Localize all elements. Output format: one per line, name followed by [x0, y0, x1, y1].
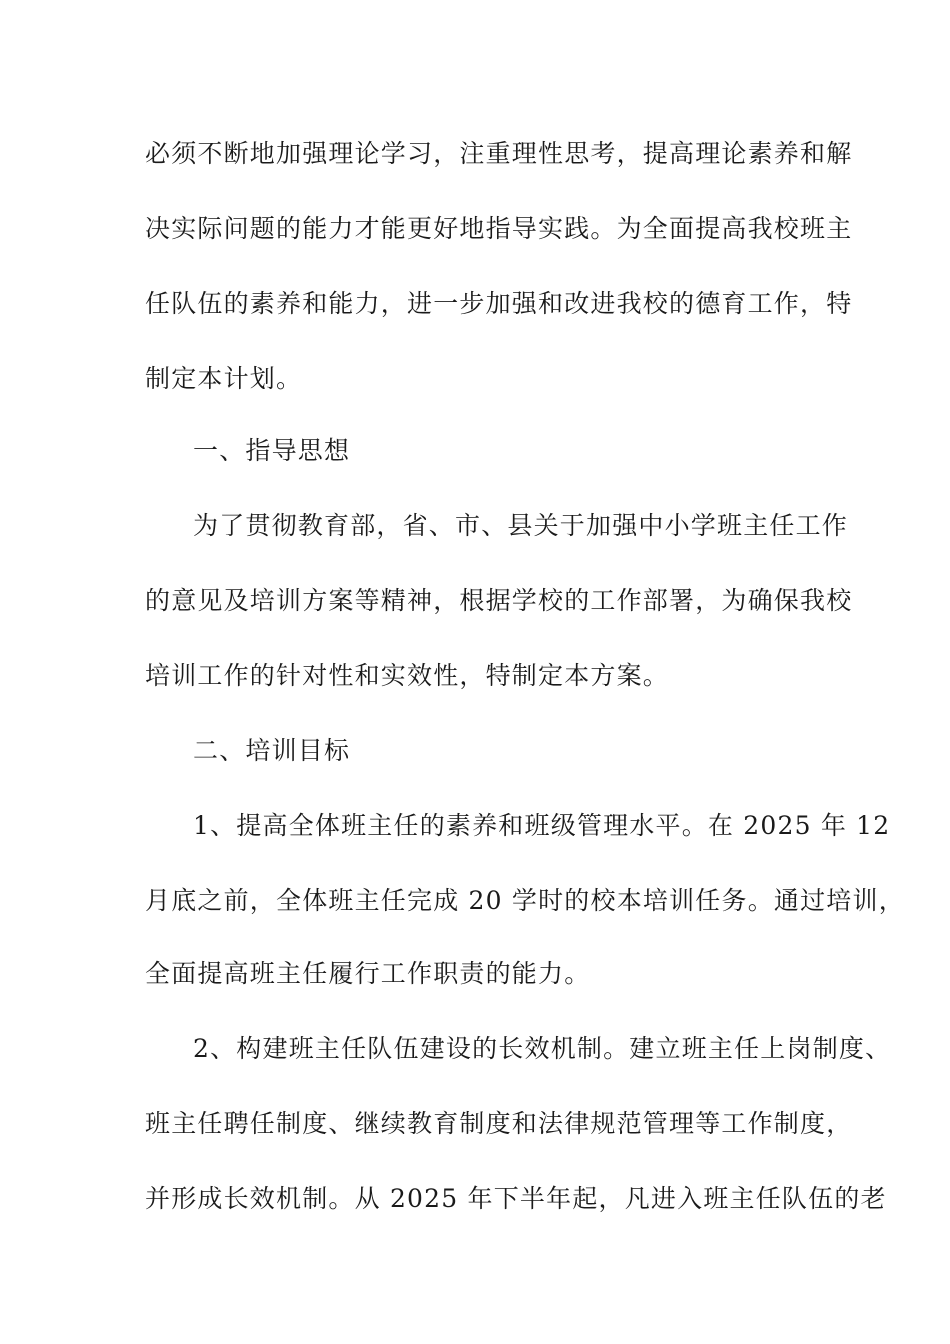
paragraph-line: 制定本计划。 [145, 364, 303, 393]
section-heading-guiding-ideology: 一、指导思想 [193, 436, 351, 465]
paragraph-line: 2、构建班主任队伍建设的长效机制。建立班主任上岗制度、 [193, 1034, 892, 1063]
paragraph-line: 任队伍的素养和能力，进一步加强和改进我校的德育工作，特 [145, 289, 853, 318]
paragraph-line: 月底之前，全体班主任完成 20 学时的校本培训任务。通过培训， [145, 886, 905, 915]
section-heading-training-goals: 二、培训目标 [193, 736, 351, 765]
paragraph-line: 班主任聘任制度、继续教育制度和法律规范管理等工作制度， [145, 1109, 853, 1138]
paragraph-line: 为了贯彻教育部，省、市、县关于加强中小学班主任工作 [193, 511, 849, 540]
paragraph-line: 并形成长效机制。从 2025 年下半年起，凡进入班主任队伍的老 [145, 1184, 887, 1213]
paragraph-line: 全面提高班主任履行工作职责的能力。 [145, 959, 591, 988]
paragraph-line: 的意见及培训方案等精神，根据学校的工作部署，为确保我校 [145, 586, 853, 615]
paragraph-line: 培训工作的针对性和实效性，特制定本方案。 [145, 661, 670, 690]
paragraph-line: 决实际问题的能力才能更好地指导实践。为全面提高我校班主 [145, 214, 853, 243]
paragraph-line: 必须不断地加强理论学习，注重理性思考，提高理论素养和解 [145, 139, 853, 168]
paragraph-line: 1、提高全体班主任的素养和班级管理水平。在 2025 年 12 [193, 811, 891, 840]
